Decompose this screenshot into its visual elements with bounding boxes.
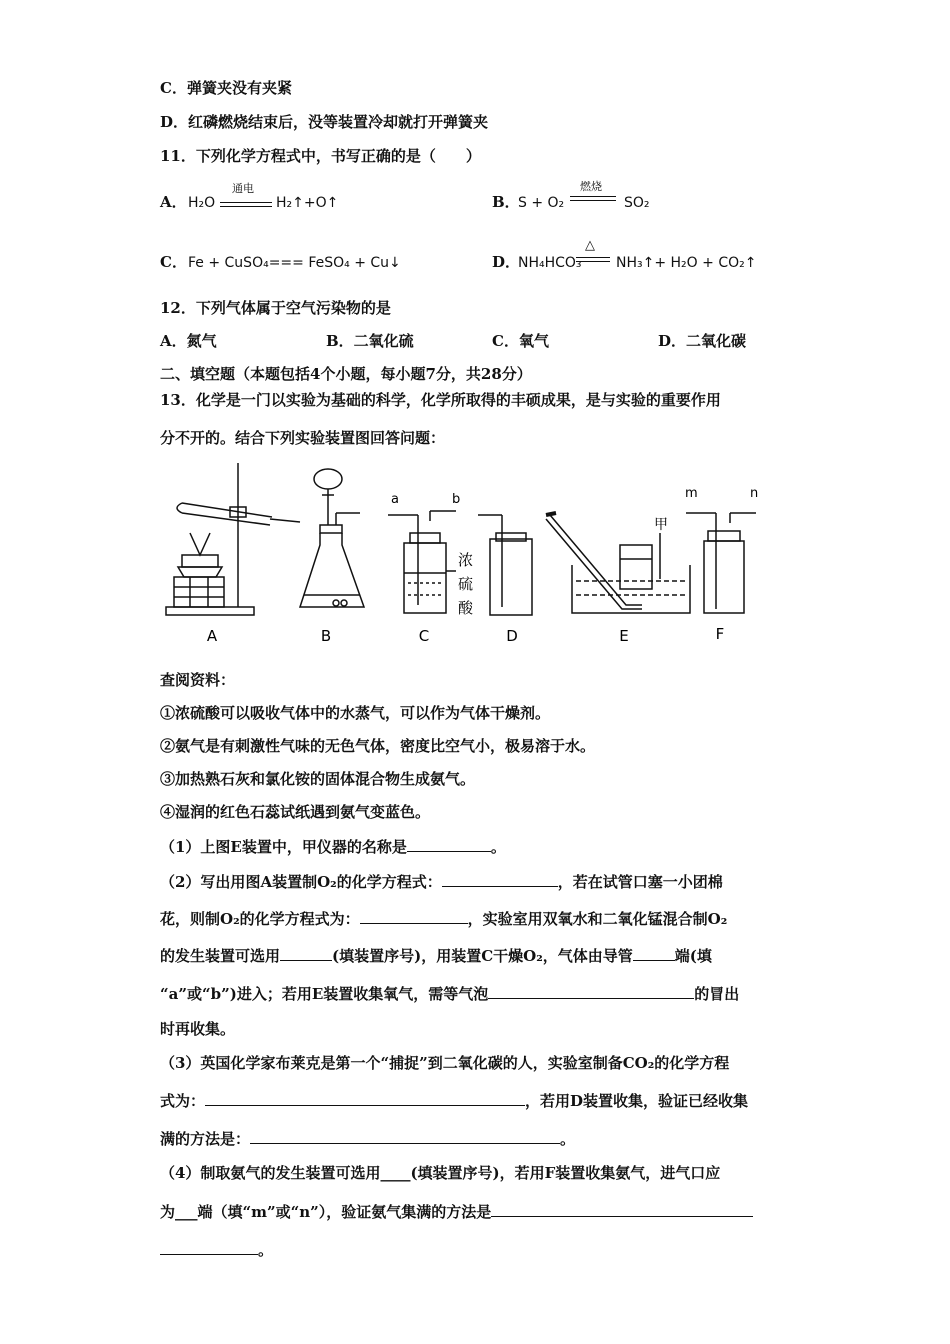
part-2-blank-4[interactable]	[633, 944, 675, 961]
q11-option-b-condition: 燃烧	[580, 180, 602, 193]
section-2-heading: 二、填空题（本题包括4个小题，每小题7分，共28分）	[160, 365, 532, 383]
part-2-blank-1[interactable]	[442, 870, 558, 887]
label-n: n	[750, 486, 759, 501]
part-3-text-2a: 式为：	[160, 1092, 206, 1110]
part-3-text-3a: 满的方法是：	[160, 1130, 251, 1148]
apparatus-c	[388, 511, 456, 613]
apparatus-e	[546, 513, 690, 613]
part-3-line-1: （3）英国化学家布莱克是第一个“捕捉”到二氧化碳的人，实验室制备CO₂的化学方程	[160, 1054, 730, 1072]
part-4-blank-1[interactable]	[491, 1200, 753, 1217]
reference-2: ②氨气是有刺激性气味的无色气体，密度比空气小，极易溶于水。	[160, 737, 596, 755]
part-2-blank-3[interactable]	[280, 944, 332, 961]
label-m: m	[685, 486, 698, 501]
part-1-end: 。	[490, 838, 506, 856]
part-2-line-1	[160, 870, 723, 892]
q10-option-d: D．红磷燃烧结束后，没等装置冷却就打开弹簧夹	[160, 113, 489, 131]
label-acid-1: 浓	[458, 551, 474, 569]
part-1-line	[160, 835, 506, 857]
q11-option-d-equals	[576, 257, 610, 262]
part-2-text-3b: (填装置序号)，用装置C干燥O₂，气体由导管	[332, 947, 633, 965]
reference-4: ④湿润的红色石蕊试纸遇到氨气变蓝色。	[160, 803, 431, 821]
part-2-text-2b: ，实验室用双氧水和二氧化锰混合制O₂	[467, 910, 728, 928]
part-2-text-3a: 的发生装置可选用	[160, 947, 281, 965]
apparatus-b	[300, 469, 364, 607]
label-acid-2: 硫	[458, 575, 474, 593]
q11-option-d-label: D．	[492, 253, 521, 271]
part-2-text-1b: ，若在试管口塞一小团棉	[557, 873, 723, 891]
part-3-line-2	[160, 1089, 748, 1111]
apparatus-f	[686, 513, 756, 613]
label-acid-3: 酸	[458, 599, 474, 617]
part-4-line-1: （4）制取氨气的发生装置可选用____(填装置序号)，若用F装置收集氨气，进气口应	[160, 1164, 721, 1182]
q12-option-b: B．二氧化硫	[326, 332, 414, 350]
q11-option-c-equation: Fe + CuSO₄=== FeSO₄ + Cu↓	[188, 255, 401, 271]
q13-stem-line-1: 13．化学是一门以实验为基础的科学，化学所取得的丰硕成果，是与实验的重要作用	[160, 391, 721, 409]
part-3-blank-1[interactable]	[205, 1089, 525, 1106]
part-2-text-2a: 花，则制O₂的化学方程式为：	[160, 910, 360, 928]
q11-option-d-left: NH₄HCO₃	[518, 255, 582, 271]
q11-option-a-equals	[220, 202, 272, 207]
part-4-line-2	[160, 1200, 753, 1222]
label-c: C	[418, 627, 430, 645]
part-2-line-3	[160, 944, 712, 966]
reference-3: ③加热熟石灰和氯化铵的固体混合物生成氨气。	[160, 770, 476, 788]
label-jia: 甲	[654, 517, 668, 533]
part-2-text-1a: （2）写出用图A装置制O₂的化学方程式：	[160, 873, 442, 891]
q11-option-a-left: H₂O	[188, 195, 216, 211]
q11-option-b-label: B．	[492, 193, 520, 211]
part-3-line-3	[160, 1127, 575, 1149]
apparatus-figure	[160, 455, 800, 650]
q11-option-a-condition: 通电	[232, 182, 254, 195]
part-2-blank-2[interactable]	[360, 907, 468, 924]
part-2-blank-5[interactable]	[488, 982, 694, 999]
part-1-text: （1）上图E装置中，甲仪器的名称是	[160, 838, 407, 856]
label-a-tube: a	[391, 492, 399, 507]
q11-option-b-equals	[570, 196, 616, 201]
part-3-text-3b: 。	[560, 1130, 576, 1148]
q11-option-a-label: A．	[160, 193, 187, 211]
part-3-text-2b: ，若用D装置收集，验证已经收集	[525, 1092, 749, 1110]
part-2-text-3c: 端(填	[674, 947, 712, 965]
q11-option-d-right: NH₃↑+ H₂O + CO₂↑	[616, 255, 757, 271]
q11-option-a-right: H₂↑+O↑	[276, 195, 339, 211]
q11-option-b-left: S + O₂	[518, 195, 565, 211]
reference-title: 查阅资料：	[160, 671, 236, 689]
part-4-blank-2[interactable]	[160, 1238, 258, 1255]
reference-1: ①浓硫酸可以吸收气体中的水蒸气，可以作为气体干燥剂。	[160, 704, 551, 722]
part-1-blank[interactable]	[407, 835, 491, 852]
q11-option-b-right: SO₂	[624, 195, 650, 211]
q12-option-c: C．氧气	[492, 332, 549, 350]
part-4-line-3	[160, 1238, 273, 1260]
apparatus-a	[166, 463, 300, 615]
label-b: B	[320, 627, 332, 645]
part-4-text-2a: 为___端（填“m”或“n”），验证氨气集满的方法是	[160, 1203, 492, 1221]
label-a: A	[206, 627, 218, 645]
part-2-line-5: 时再收集。	[160, 1020, 236, 1038]
label-e: E	[619, 627, 629, 645]
part-2-text-4b: 的冒出	[694, 985, 740, 1003]
part-2-text-4a: “a”或“b”)进入；若用E装置收集氧气，需等气泡	[160, 985, 489, 1003]
part-2-line-4	[160, 982, 739, 1004]
label-b-tube: b	[452, 492, 461, 507]
q11-option-d-condition: △	[585, 238, 595, 253]
q12-stem: 12．下列气体属于空气污染物的是	[160, 299, 391, 317]
q11-option-c-label: C．	[160, 253, 187, 271]
q10-option-c: C．弹簧夹没有夹紧	[160, 79, 292, 97]
part-4-text-3: 。	[258, 1241, 274, 1259]
q13-stem-line-2: 分不开的。结合下列实验装置图回答问题：	[160, 429, 446, 447]
label-d: D	[506, 627, 518, 645]
part-2-line-2	[160, 907, 727, 929]
label-f: F	[715, 625, 725, 643]
q11-stem: 11．下列化学方程式中，书写正确的是（ ）	[160, 147, 481, 165]
q12-option-d: D．二氧化碳	[658, 332, 747, 350]
q12-option-a: A．氮气	[160, 332, 217, 350]
part-3-blank-2[interactable]	[250, 1127, 560, 1144]
apparatus-d	[478, 515, 532, 615]
